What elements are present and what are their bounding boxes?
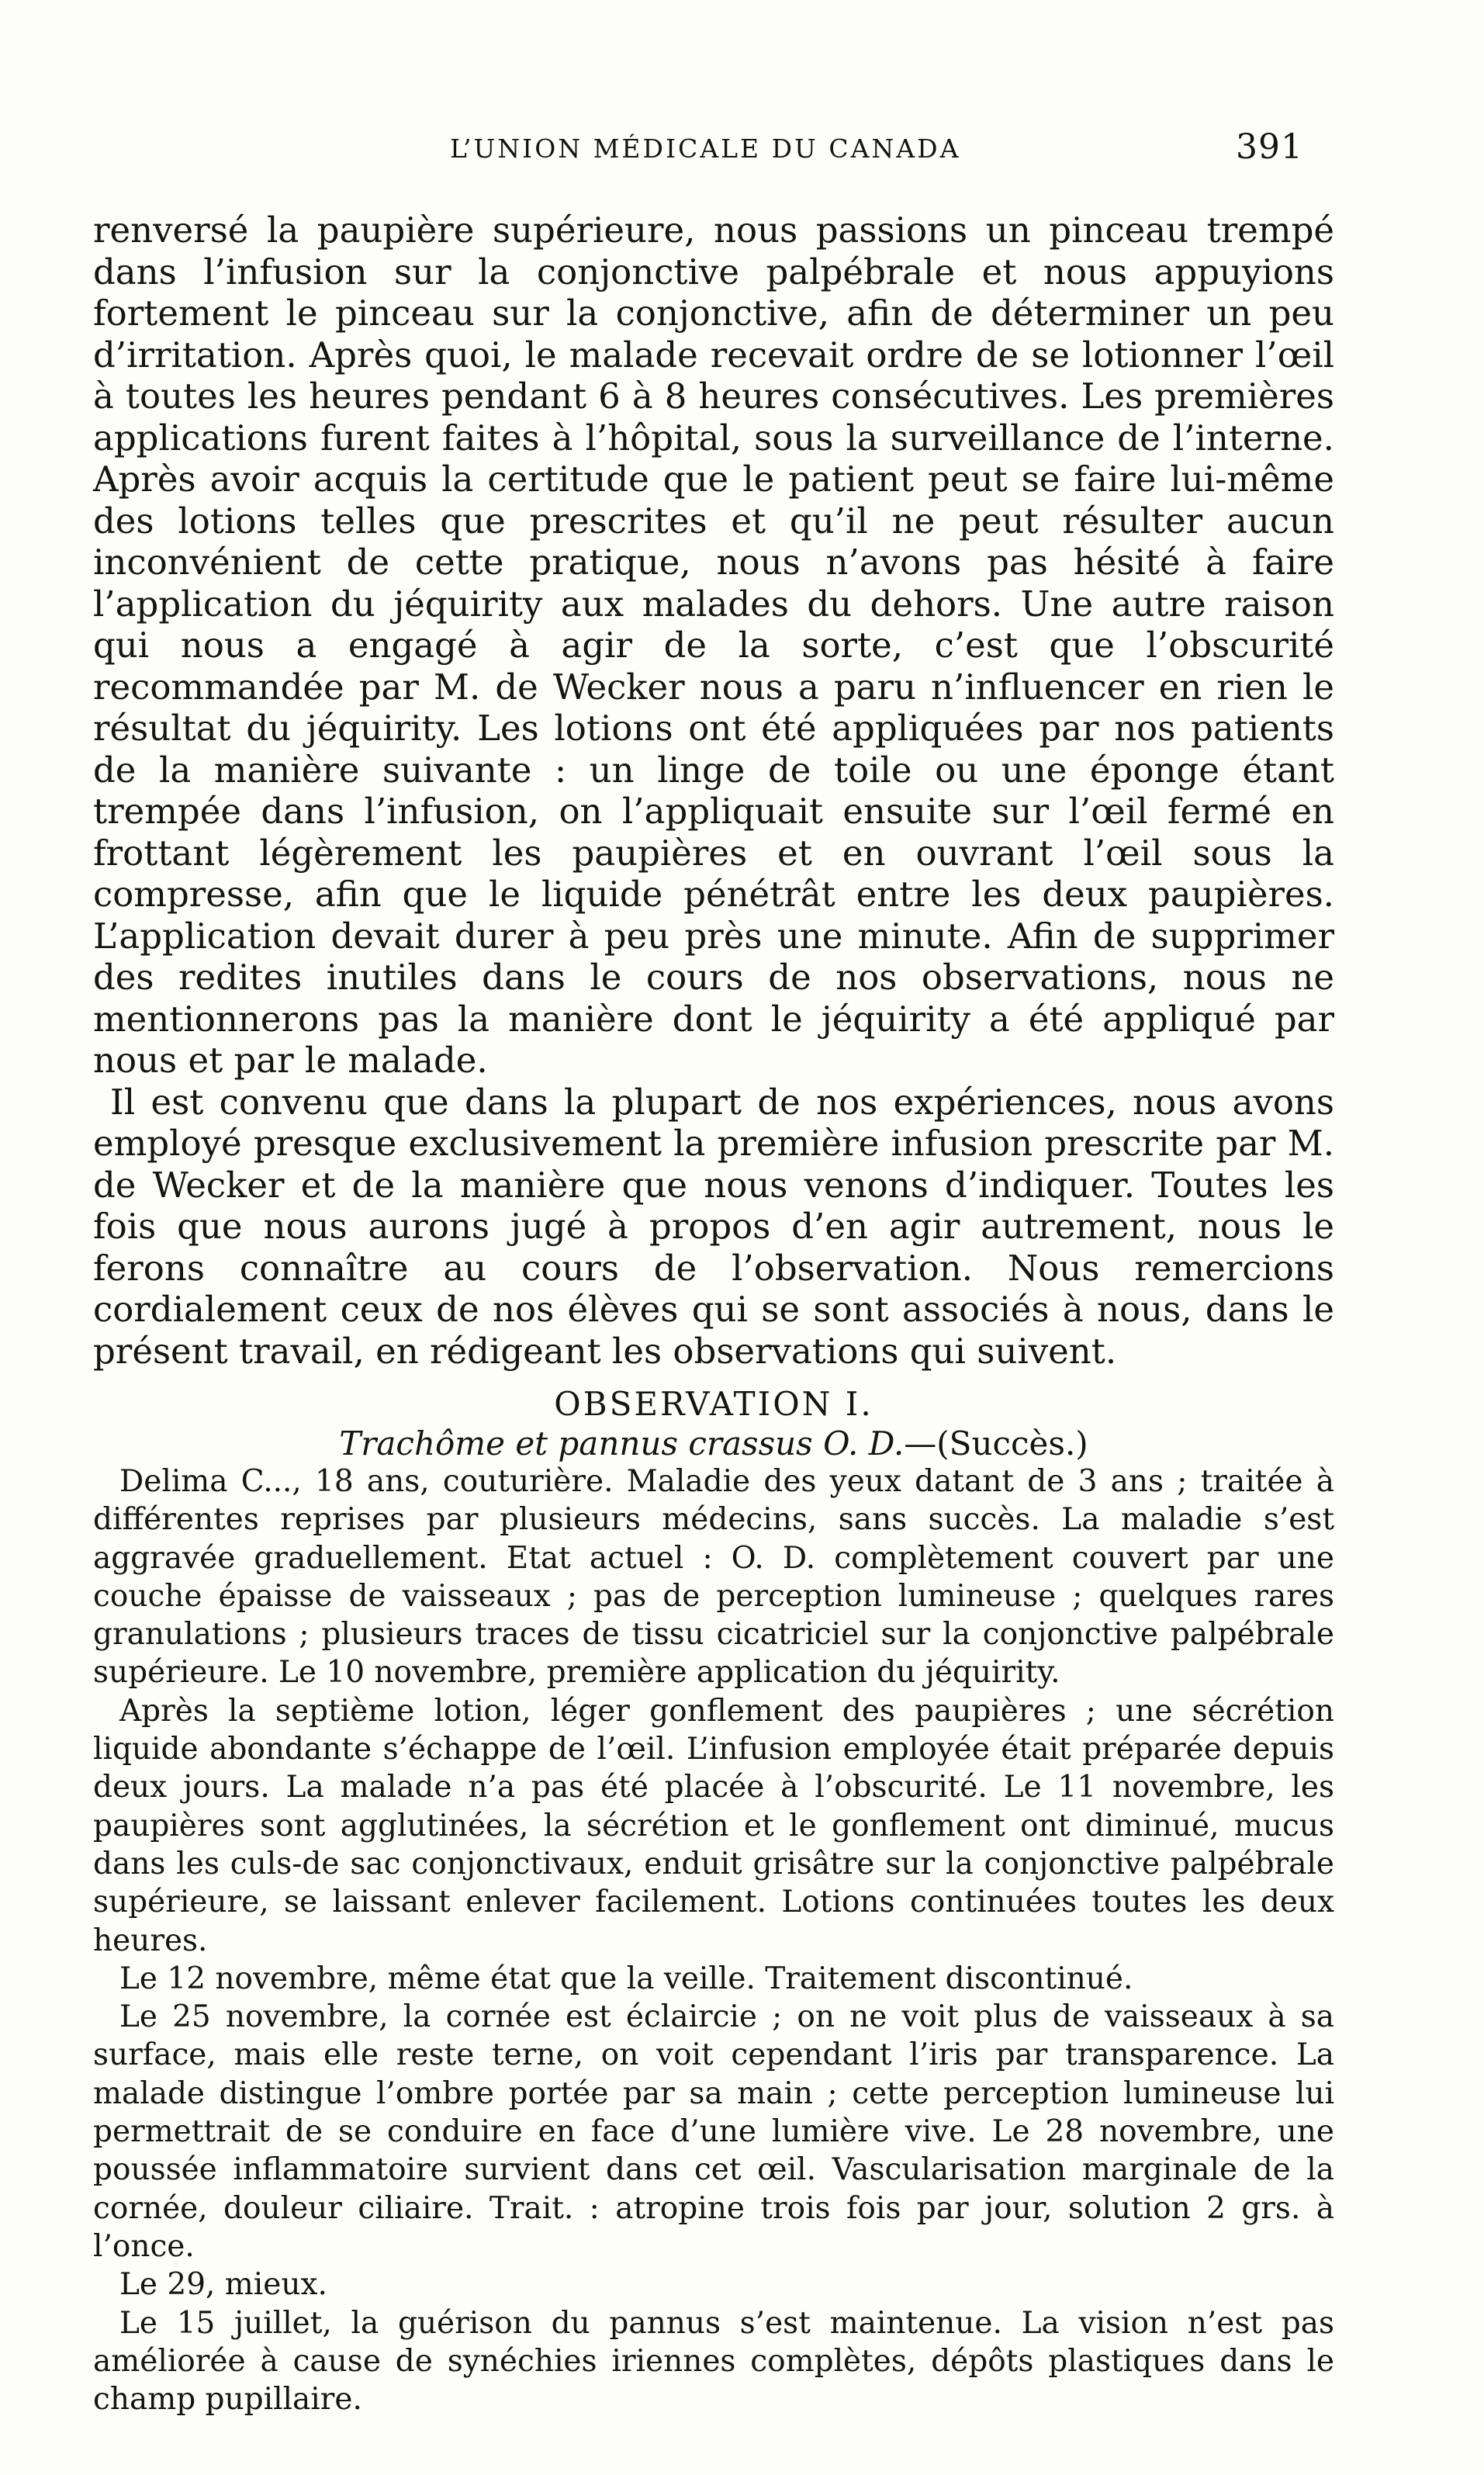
page-number: 391 (1236, 127, 1303, 167)
observation-paragraph: Le 29, mieux. (119, 2267, 327, 2303)
body-paragraph: Il est convenu que dans la plupart de nos expériences, nous avons employé presque exclusivement la première infusion prescrite par M. de Wecker et de la manière que nous venons d’indiquer. Toutes les fois que nous aurons jugé à propos d’en agir autrement, nous le ferons connaître au cours de l’observation. Nous remercions cordialement ceux de nos élèves qui se sont associés à nous, dans le présent travail, en rédigeant les observations qui suivent. (93, 1081, 1334, 1372)
page-body (93, 209, 1334, 2418)
observation-paragraph: Après la septième lotion, léger gonflement des paupières ; une sécrétion liquide abondante s’échappe de l’œil. L’infusion employée était préparée depuis deux jours. La malade n’a pas été placée à l’obscurité. Le 11 novembre, les paupières sont agglutinées, la sécrétion et le gonflement ont diminué, mucus dans les culs-de sac conjonctivaux, enduit grisâtre sur la conjonctive palpébrale supérieure, se laissant enlever facilement. Lotions continuées toutes les deux heures. (93, 1693, 1334, 1958)
observation-paragraph: Le 15 juillet, la guérison du pannus s’est maintenue. La vision n’est pas améliorée à cause de synéchies iriennes complètes, dépôts plastiques dans le champ pupillaire. (93, 2305, 1334, 2418)
observation-body (93, 1462, 1334, 2418)
body-paragraph: renversé la paupière supérieure, nous passions un pinceau trempé dans l’infusion sur la conjonctive palpébrale et nous appuyions fortement le pinceau sur la conjonctive, afin de déterminer un peu d’irritation. Après quoi, le malade recevait ordre de se lotionner l’œil à toutes les heures pendant 6 à 8 heures consécutives. Les premières applications furent faites à l’hôpital, sous la surveillance de l’interne. Après avoir acquis la certitude que le patient peut se faire lui-même des lotions telles que prescrites et qu’il ne peut résulter aucun inconvénient de cette pratique, nous n’avons pas hésité à faire l’application du jéquirity aux malades du dehors. Une autre raison qui nous a engagé à agir de la sorte, c’est que l’obscurité recommandée par M. de Wecker nous a paru n’influencer en rien le résultat du jéquirity. Les lotions ont été appliquées par nos patients de la manière suivante : un linge de toile ou une éponge étant trempée dans l’infusion, on l’appliquait ensuite sur l’œil fermé en frottant légèrement les paupières et en ouvrant l’œil sous la compresse, afin que le liquide pénétrât entre les deux paupières. L’application devait durer à peu près une minute. Afin de supprimer des redites inutiles dans le cours de nos observations, nous ne mentionnerons pas la manière dont le jéquirity a été appliqué par nous et par le malade. (93, 209, 1334, 1081)
observation-paragraph: Delima C..., 18 ans, couturière. Maladie des yeux datant de 3 ans ; traitée à différentes reprises par plusieurs médecins, sans succès. La maladie s’est aggravée graduellement. Etat actuel : O. D. complètement couvert par une couche épaisse de vaisseaux ; pas de perception lumineuse ; quelques rares granulations ; plusieurs traces de tissu cicatriciel sur la conjonctive palpébrale supérieure. Le 10 novembre, première application du jéquirity. (93, 1464, 1334, 1691)
observation-paragraph: Le 25 novembre, la cornée est éclaircie ; on ne voit plus de vaisseaux à sa surface, mais elle reste terne, on voit cependant l’iris par transparence. La malade distingue l’ombre portée par sa main ; cette perception lumineuse lui permettrait de se conduire en face d’une lumière vive. Le 28 novembre, une poussée inflammatoire survient dans cet œil. Vascularisation marginale de la cornée, douleur ciliaire. Trait. : atropine trois fois par jour, solution 2 grs. à l’once. (93, 1999, 1334, 2264)
observation-subtitle (93, 1425, 1334, 1462)
observation-paragraph: Le 12 novembre, même état que la veille. Traitement discontinué. (119, 1961, 1133, 1996)
observation-title: OBSERVATION I. (554, 1385, 873, 1423)
running-title: L’UNION MÉDICALE DU CANADA (450, 133, 961, 164)
page-header (419, 127, 1303, 172)
observation-outcome: —(Succès.) (904, 1424, 1088, 1462)
observation-diagnosis: Trachôme et pannus crassus O. D. (339, 1424, 905, 1462)
